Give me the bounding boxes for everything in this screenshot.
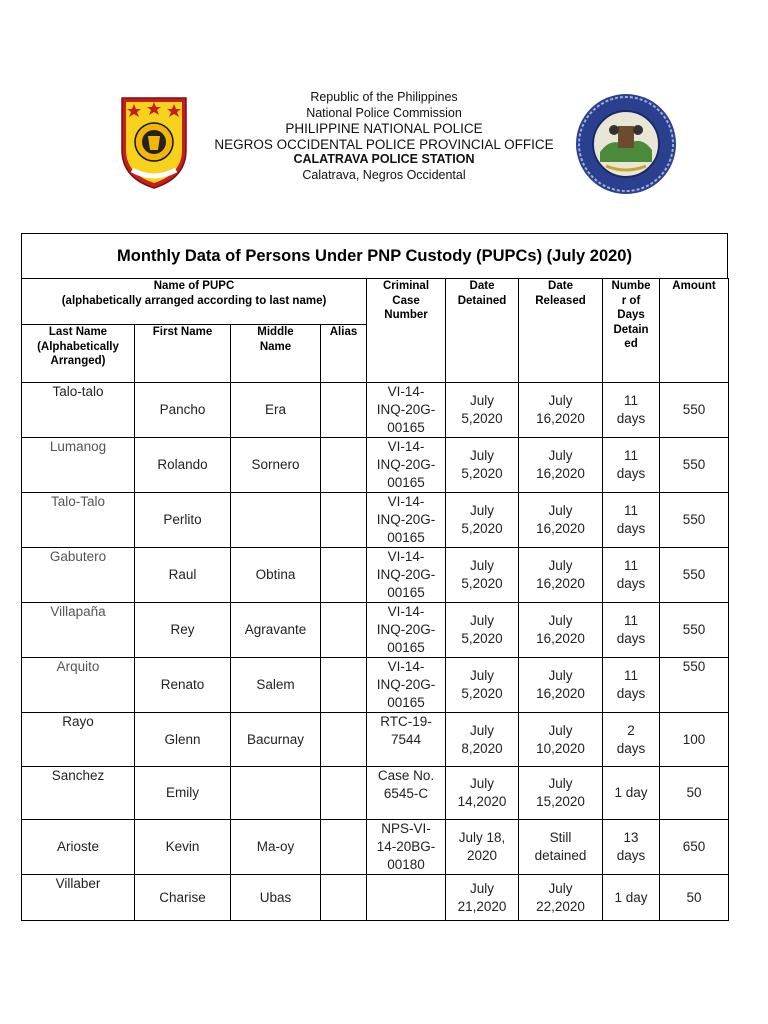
table-row bbox=[22, 438, 729, 493]
cell-alias bbox=[321, 713, 367, 767]
table-row bbox=[22, 767, 729, 820]
cell-middle-name bbox=[231, 493, 321, 548]
cell-amount: 550 bbox=[660, 438, 729, 493]
table-row bbox=[22, 548, 729, 603]
cell-amount: 550 bbox=[660, 493, 729, 548]
cell-alias bbox=[321, 875, 367, 921]
header-date-released: Date Released bbox=[519, 279, 603, 383]
cell-date-detained: July 21,2020 bbox=[446, 875, 519, 921]
table-row bbox=[22, 383, 729, 438]
cell-case-number: Case No. 6545-C bbox=[367, 767, 446, 820]
table-row bbox=[22, 493, 729, 548]
cell-last-name: Arquito bbox=[22, 658, 135, 713]
cell-days: 1 day bbox=[603, 767, 660, 820]
letterhead-line-address: Calatrava, Negros Occidental bbox=[302, 167, 466, 182]
cell-last-name: Talo-Talo bbox=[22, 493, 135, 548]
cell-amount: 550 bbox=[660, 658, 729, 713]
cell-case-number: NPS-VI- 14-20BG- 00180 bbox=[367, 820, 446, 875]
cell-amount: 50 bbox=[660, 767, 729, 820]
header-alias: Alias bbox=[321, 325, 367, 383]
cell-alias bbox=[321, 658, 367, 713]
header-last-name: Last Name (Alphabetically Arranged) bbox=[22, 325, 135, 383]
cell-first-name: Emily bbox=[135, 767, 231, 820]
cell-case-number: VI-14- INQ-20G- 00165 bbox=[367, 548, 446, 603]
cell-amount: 550 bbox=[660, 548, 729, 603]
cell-date-detained: July 5,2020 bbox=[446, 658, 519, 713]
cell-last-name: Rayo bbox=[22, 713, 135, 767]
cell-first-name: Charise bbox=[135, 875, 231, 921]
cell-days: 11 days bbox=[603, 658, 660, 713]
cell-alias bbox=[321, 493, 367, 548]
cell-date-released: July 16,2020 bbox=[519, 438, 603, 493]
header-first-name: First Name bbox=[135, 325, 231, 383]
cell-first-name: Pancho bbox=[135, 383, 231, 438]
cell-date-released: July 22,2020 bbox=[519, 875, 603, 921]
cell-date-detained: July 8,2020 bbox=[446, 713, 519, 767]
cell-first-name: Perlito bbox=[135, 493, 231, 548]
cell-case-number: RTC-19- 7544 bbox=[367, 713, 446, 767]
cell-date-detained: July 18, 2020 bbox=[446, 820, 519, 875]
table-row bbox=[22, 820, 729, 875]
cell-date-detained: July 5,2020 bbox=[446, 438, 519, 493]
cell-case-number: VI-14- INQ-20G- 00165 bbox=[367, 438, 446, 493]
cell-days: 11 days bbox=[603, 383, 660, 438]
table-row bbox=[22, 658, 729, 713]
cell-middle-name: Ubas bbox=[231, 875, 321, 921]
cell-amount: 550 bbox=[660, 383, 729, 438]
cell-case-number bbox=[367, 875, 446, 921]
letterhead-line-napolcom: National Police Commission bbox=[306, 105, 462, 120]
cell-first-name: Rey bbox=[135, 603, 231, 658]
cell-middle-name: Ma-oy bbox=[231, 820, 321, 875]
cell-middle-name: Era bbox=[231, 383, 321, 438]
cell-last-name: Villapaña bbox=[22, 603, 135, 658]
cell-alias bbox=[321, 820, 367, 875]
cell-middle-name: Salem bbox=[231, 658, 321, 713]
cell-amount: 100 bbox=[660, 713, 729, 767]
cell-days: 2 days bbox=[603, 713, 660, 767]
cell-days: 1 day bbox=[603, 875, 660, 921]
table-row bbox=[22, 875, 729, 921]
cell-first-name: Rolando bbox=[135, 438, 231, 493]
letterhead-line-provincial-office: NEGROS OCCIDENTAL POLICE PROVINCIAL OFFICE bbox=[214, 136, 554, 152]
cell-last-name: Sanchez bbox=[22, 767, 135, 820]
cell-first-name: Glenn bbox=[135, 713, 231, 767]
cell-date-released: July 16,2020 bbox=[519, 493, 603, 548]
letterhead bbox=[0, 90, 768, 183]
cell-middle-name: Bacurnay bbox=[231, 713, 321, 767]
cell-middle-name bbox=[231, 767, 321, 820]
table-row bbox=[22, 603, 729, 658]
cell-amount: 650 bbox=[660, 820, 729, 875]
cell-date-detained: July 5,2020 bbox=[446, 383, 519, 438]
cell-case-number: VI-14- INQ-20G- 00165 bbox=[367, 493, 446, 548]
cell-date-released: Still detained bbox=[519, 820, 603, 875]
header-amount: Amount bbox=[660, 279, 729, 383]
cell-last-name: Arioste bbox=[22, 820, 135, 875]
cell-middle-name: Agravante bbox=[231, 603, 321, 658]
cell-first-name: Raul bbox=[135, 548, 231, 603]
cell-last-name: Lumanog bbox=[22, 438, 135, 493]
cell-case-number: VI-14- INQ-20G- 00165 bbox=[367, 658, 446, 713]
pupc-table bbox=[21, 278, 729, 921]
cell-case-number: VI-14- INQ-20G- 00165 bbox=[367, 383, 446, 438]
cell-date-released: July 16,2020 bbox=[519, 548, 603, 603]
cell-date-released: July 10,2020 bbox=[519, 713, 603, 767]
cell-last-name: Villaber bbox=[22, 875, 135, 921]
table-row bbox=[22, 713, 729, 767]
cell-middle-name: Sornero bbox=[231, 438, 321, 493]
cell-date-detained: July 5,2020 bbox=[446, 548, 519, 603]
header-date-detained: Date Detained bbox=[446, 279, 519, 383]
cell-alias bbox=[321, 767, 367, 820]
header-middle-name: Middle Name bbox=[231, 325, 321, 383]
cell-date-detained: July 5,2020 bbox=[446, 493, 519, 548]
header-case-number: Criminal Case Number bbox=[367, 279, 446, 383]
cell-amount: 50 bbox=[660, 875, 729, 921]
cell-last-name: Talo-talo bbox=[22, 383, 135, 438]
cell-date-released: July 15,2020 bbox=[519, 767, 603, 820]
cell-date-released: July 16,2020 bbox=[519, 383, 603, 438]
cell-alias bbox=[321, 548, 367, 603]
cell-days: 11 days bbox=[603, 493, 660, 548]
cell-days: 11 days bbox=[603, 438, 660, 493]
cell-date-released: July 16,2020 bbox=[519, 658, 603, 713]
cell-days: 11 days bbox=[603, 548, 660, 603]
table-title: Monthly Data of Persons Under PNP Custody (PUPCs) (July 2020) bbox=[21, 233, 728, 279]
cell-first-name: Renato bbox=[135, 658, 231, 713]
cell-case-number: VI-14- INQ-20G- 00165 bbox=[367, 603, 446, 658]
cell-last-name: Gabutero bbox=[22, 548, 135, 603]
cell-middle-name: Obtina bbox=[231, 548, 321, 603]
cell-date-detained: July 14,2020 bbox=[446, 767, 519, 820]
letterhead-line-republic: Republic of the Philippines bbox=[310, 90, 458, 104]
cell-days: 13 days bbox=[603, 820, 660, 875]
cell-amount: 550 bbox=[660, 603, 729, 658]
cell-date-released: July 16,2020 bbox=[519, 603, 603, 658]
cell-days: 11 days bbox=[603, 603, 660, 658]
header-name-group: Name of PUPC (alphabetically arranged according to last name) bbox=[22, 279, 367, 325]
cell-date-detained: July 5,2020 bbox=[446, 603, 519, 658]
cell-alias bbox=[321, 603, 367, 658]
letterhead-line-pnp: PHILIPPINE NATIONAL POLICE bbox=[285, 121, 483, 136]
cell-alias bbox=[321, 383, 367, 438]
cell-first-name: Kevin bbox=[135, 820, 231, 875]
cell-alias bbox=[321, 438, 367, 493]
header-days-detained: Numbe r of Days Detain ed bbox=[603, 279, 660, 383]
letterhead-line-station: CALATRAVA POLICE STATION bbox=[293, 152, 475, 166]
